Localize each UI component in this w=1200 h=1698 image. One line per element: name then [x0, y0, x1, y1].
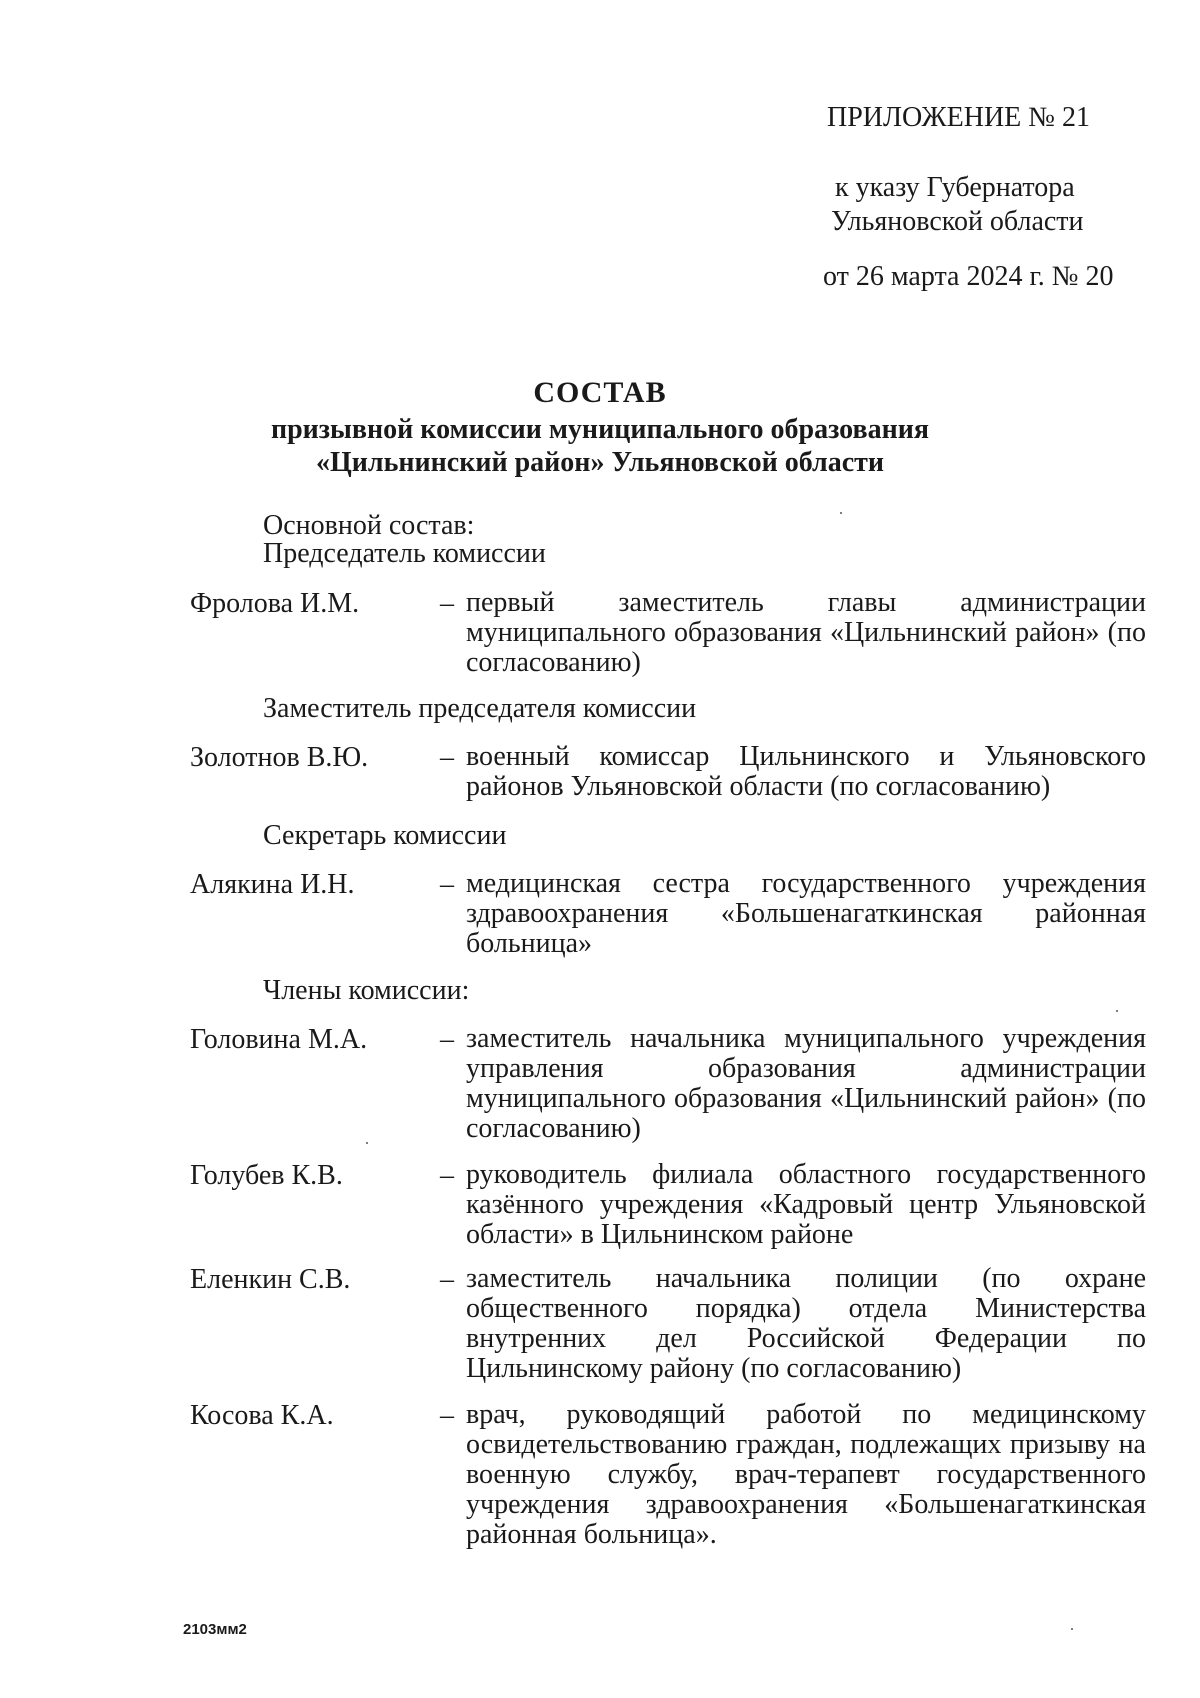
section-deputy: Заместитель председателя комиссии — [263, 693, 697, 724]
member-description: руководитель филиала областного государственного казённого учреждения «Кадровый центр Ульяновской области» в Цильнинском районе — [466, 1159, 1146, 1250]
scan-speck — [1116, 1010, 1118, 1012]
appendix-label: ПРИЛОЖЕНИЕ № 21 — [827, 102, 1090, 133]
scan-speck — [366, 1142, 368, 1144]
member-description: военный комиссар Цильнинского и Ульяновского районов Ульяновской области (по согласованию) — [466, 741, 1146, 802]
document-subtitle-line2: «Цильнинский район» Ульяновской области — [315, 447, 885, 478]
member-name: Алякина И.Н. — [190, 869, 355, 900]
member-name: Фролова И.М. — [190, 588, 360, 619]
member-dash: – — [440, 1264, 454, 1295]
document-title: СОСТАВ — [533, 376, 667, 409]
member-description: медицинская сестра государственного учреждения здравоохранения «Большенагаткинская районная больница» — [466, 868, 1146, 959]
document-subtitle-line1: призывной комиссии муниципального образования — [270, 414, 930, 445]
member-description: заместитель начальника муниципального учреждения управления образования администрации муниципального образования «Цильнинский район» (по согласованию) — [466, 1023, 1146, 1144]
section-main-composition: Основной состав: — [263, 510, 475, 541]
member-description: заместитель начальника полиции (по охране общественного порядка) отдела Министерства внутренних дел Российской Федерации по Цильнинскому району (по согласованию) — [466, 1263, 1146, 1384]
section-secretary: Секретарь комиссии — [263, 820, 507, 851]
member-dash: – — [440, 1024, 454, 1055]
member-description: врач, руководящий работой по медицинскому освидетельствованию граждан, подлежащих призыву на военную службу, врач-терапевт государственного учреждения здравоохранения «Большенагаткинская районная больница». — [466, 1399, 1146, 1550]
member-name: Головина М.А. — [190, 1024, 368, 1055]
decree-reference-line2: Ульяновской области — [831, 206, 1084, 237]
footer-document-code: 2103мм2 — [183, 1621, 247, 1638]
member-dash: – — [440, 869, 454, 900]
member-name: Косова К.А. — [190, 1400, 334, 1431]
section-members: Члены комиссии: — [263, 975, 470, 1006]
member-dash: – — [440, 588, 454, 619]
member-dash: – — [440, 1400, 454, 1431]
member-description: первый заместитель главы администрации муниципального образования «Цильнинский район» (по согласованию) — [466, 587, 1146, 678]
member-dash: – — [440, 742, 454, 773]
scan-speck — [1071, 1628, 1073, 1630]
member-dash: – — [440, 1160, 454, 1191]
scan-speck — [840, 512, 842, 514]
member-name: Золотнов В.Ю. — [190, 742, 369, 773]
section-chairman: Председатель комиссии — [263, 538, 546, 569]
decree-reference-line1: к указу Губернатора — [835, 172, 1075, 203]
member-name: Голубев К.В. — [190, 1160, 343, 1191]
member-name: Еленкин С.В. — [190, 1264, 351, 1295]
decree-date: от 26 марта 2024 г. № 20 — [823, 261, 1114, 292]
